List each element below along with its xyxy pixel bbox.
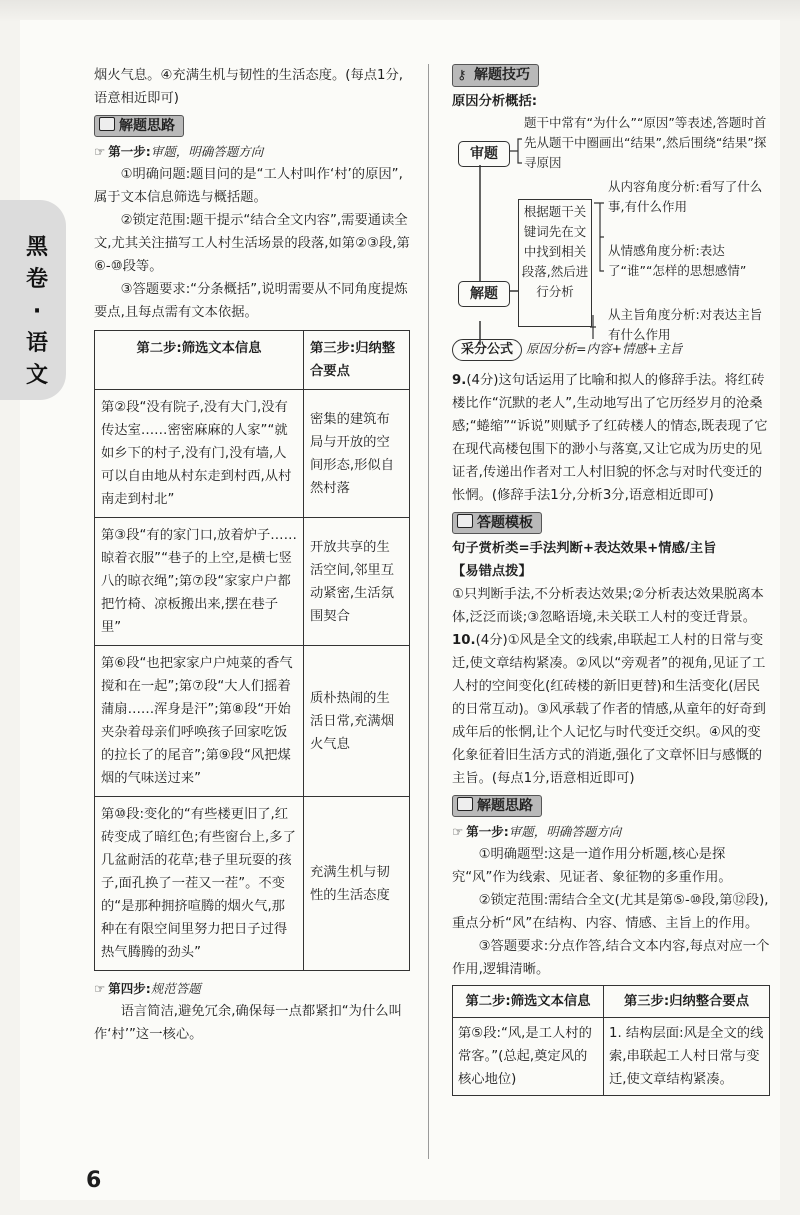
right-column: [452, 64, 770, 1096]
paragraph: ③答题要求:分点作答,结合文本内容,每点对应一个作用,逻辑清晰。: [452, 939, 770, 977]
table-cell: 质朴热闹的生活日常,充满烟火气息: [304, 646, 410, 797]
shen-ti-text: 题干中常有“为什么”“原因”等表述,答题时首先从题干中圈画出“结果”,然后围绕“结果”探寻原因: [524, 115, 767, 170]
pointing-hand-icon: ☞: [452, 824, 464, 839]
key-icon: ⚷: [457, 68, 467, 83]
pointing-hand-icon: ☞: [94, 981, 106, 996]
table-header-row: [453, 986, 770, 1018]
document-icon: [457, 797, 473, 811]
top-shadow: [0, 0, 800, 22]
table-header-row: [95, 331, 410, 390]
paragraph: ①明确题型:这是一道作用分析题,核心是探究“风”作为线索、见证者、象征物的多重作用。: [452, 847, 732, 885]
table-cell: 第③段“有的家门口,放着炉子……晾着衣服”“巷子的上空,是横七竖八的晾衣绳”;第⑦段“家家户户都把竹椅、凉板搬出来,摆在巷子里”: [95, 518, 304, 646]
section-badge-template: 答题模板: [452, 512, 542, 534]
question-9: 9.(4分)这句话运用了比喻和拟人的修辞手法。将红砖楼比作“沉默的老人”,生动地写出了它历经岁月的沧桑感;“蜷缩”“诉说”则赋予了红砖楼人的情态,既表现了它在现代高楼包围下的渺小与落寞,又让它成为历史的见证者,传递出作者对工人村旧貌的怀念与对时代变迁的怅惘。(修辞手法1分,分析3分,语意相近即可): [452, 373, 768, 503]
method-diagram: [452, 113, 770, 363]
table-cell: 充满生机与韧性的生活态度: [304, 797, 410, 971]
angle-theme: 从主旨角度分析:对表达主旨有什么作用: [608, 307, 763, 342]
intro-text: 烟火气息。④充满生机与韧性的生活态度。(每点1分,语意相近即可): [94, 68, 404, 106]
formula-label: 采分公式: [452, 339, 522, 361]
paragraph: ②锁定范围:题干提示“结合全文内容”,需要通读全文,尤其关注描写工人村生活场景的段落,如第②③段,第⑥-⑩段等。: [94, 213, 410, 274]
angle-content: 从内容角度分析:看写了什么事,有什么作用: [608, 179, 763, 214]
table-header: 第三步:归纳整合要点: [304, 331, 410, 390]
analysis-table-2: [452, 985, 770, 1096]
template-formula: 句子赏析类=手法判断+表达效果+情感/主旨: [452, 541, 717, 556]
table-cell: 密集的建筑布局与开放的空间形态,形似自然村落: [304, 390, 410, 518]
angle-emotion: 从情感角度分析:表达了“谁”“怎样的思想感情”: [608, 243, 747, 278]
paragraph: ③答题要求:“分条概括”,说明需要从不同角度提炼要点,且每点需有文本依据。: [94, 282, 408, 320]
table-cell: 1. 结构层面:风是全文的线索,串联起工人村日常与变迁,使文章结构紧凑。: [604, 1018, 770, 1096]
step-one: ☞ 第一步:审题，明确答题方向: [452, 824, 622, 839]
tips-title: 原因分析概括:: [452, 94, 538, 109]
table-row: [95, 518, 410, 646]
step-one: ☞ 第一步:审题，明确答题方向: [94, 144, 264, 159]
section-badge-approach: 解题思路: [94, 115, 184, 137]
side-tab-label: 黑卷·语文: [25, 235, 48, 388]
paragraph: 语言简洁,避免冗余,确保每一点都紧扣“为什么叫作‘村’”这一核心。: [94, 1004, 402, 1042]
section-badge-tips: ⚷ 解题技巧: [452, 64, 539, 87]
table-header: 第三步:归纳整合要点: [604, 986, 770, 1018]
question-10: 10.(4分)①风是全文的线索,串联起工人村的日常与变迁,使文章结构紧凑。②风以“旁观者”的视角,见证了工人村的空间变化(红砖楼的新旧更替)和生活变化(居民的日常互动)。③风承载了作者的情感,从童年的好奇到成年后的怅惘,让个人记忆与时代变迁交织。④风的变化象征着旧生活方式的消逝,强化了文章怀旧与感慨的主旨。(每点1分,语意相近即可): [452, 633, 766, 786]
table-cell: 第⑩段:变化的“有些楼更旧了,红砖变成了暗红色;有些窗台上,多了几盆耐活的花草;巷子里玩耍的孩子,面孔换了一茬又一茬”。不变的“是那种拥挤喧腾的烟火气,那种在有限空间里努力把日子过得热气腾腾的劲头”: [95, 797, 304, 971]
formula-row: [452, 339, 770, 361]
document-icon: [99, 117, 115, 131]
error-text: ①只判断手法,不分析表达效果;②分析表达效果脱离本体,泛泛而谈;③忽略语境,未关联工人村的变迁背景。: [452, 587, 764, 625]
table-cell: 第⑤段:“风,是工人村的常客。”(总起,奠定风的核心地位): [453, 1018, 604, 1096]
error-title: 【易错点拨】: [452, 564, 532, 579]
table-header: 第二步:筛选文本信息: [453, 986, 604, 1018]
paragraph: ①明确问题:题目问的是“工人村叫作‘村’的原因”,属于文本信息筛选与概括题。: [94, 167, 403, 205]
table-header: 第二步:筛选文本信息: [95, 331, 304, 390]
left-column: [94, 64, 410, 1046]
column-divider: [428, 64, 429, 1159]
table-row: [453, 1018, 770, 1096]
table-row: [95, 797, 410, 971]
formula-text: 原因分析=内容+情感+主旨: [526, 341, 683, 356]
table-row: [95, 646, 410, 797]
analysis-table: [94, 330, 410, 971]
section-badge-approach-2: 解题思路: [452, 795, 542, 817]
shen-ti-box: 审题: [458, 141, 510, 167]
book-icon: [457, 514, 473, 528]
table-cell: 开放共享的生活空间,邻里互动紧密,生活氛围契合: [304, 518, 410, 646]
table-row: [95, 390, 410, 518]
table-cell: 第⑥段“也把家家户户炖菜的香气搅和在一起”;第⑦段“大人们摇着蒲扇……浑身是汗”;第⑧段“开始夹杂着母亲们呼唤孩子回家吃饭的拉长了的尾音”;第⑨段“风把煤烟的气味送过来”: [95, 646, 304, 797]
pointing-hand-icon: ☞: [94, 144, 106, 159]
locate-box: 根据题干关键词先在文中找到相关段落,然后进行分析: [518, 199, 592, 327]
table-cell: 第②段“没有院子,没有大门,没有传达室……密密麻麻的人家”“就如乡下的村子,没有门,没有墙,人可以自由地从村东走到村西,从村南走到村北”: [95, 390, 304, 518]
jie-ti-box: 解题: [458, 281, 510, 307]
paragraph: ②锁定范围:需结合全文(尤其是第⑤-⑩段,第⑫段),重点分析“风”在结构、内容、情感、主旨上的作用。: [452, 893, 769, 931]
page-number: 6: [86, 1168, 102, 1193]
step-four: ☞ 第四步:规范答题: [94, 981, 201, 996]
